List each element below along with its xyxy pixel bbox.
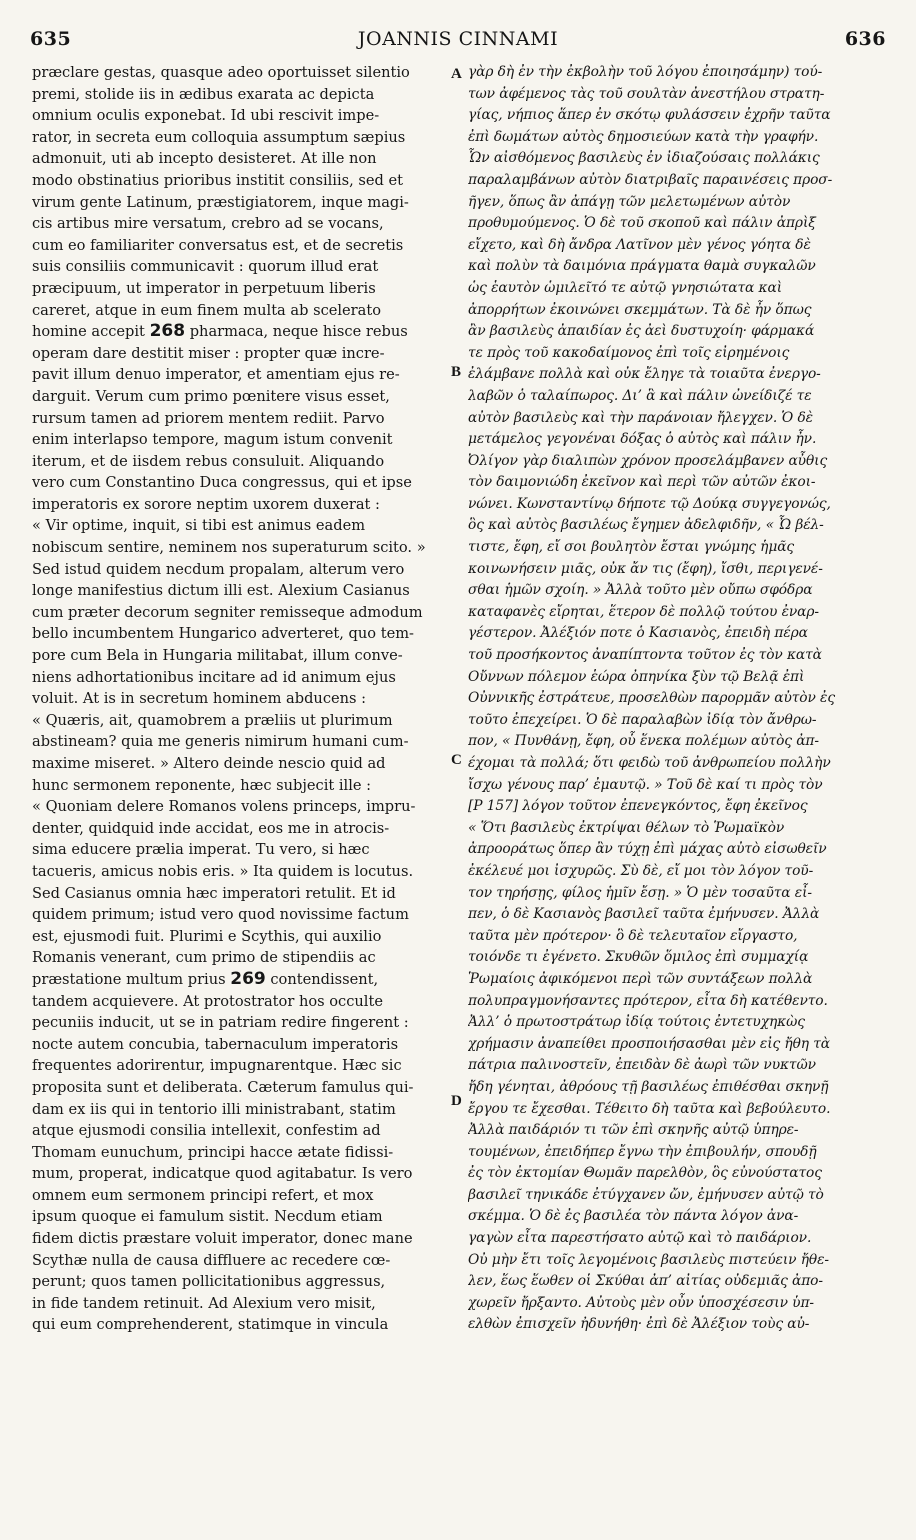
latin-column xyxy=(32,62,444,1336)
latin-line: niens adhortationibus incitare ad id animum ejus xyxy=(32,668,396,686)
latin-line: darguit. Verum cum primo pœnitere visus esset, xyxy=(32,387,390,405)
latin-line: proposita sunt et deliberata. Cæterum famulus qui- xyxy=(32,1078,414,1096)
latin-line: Sed Casianus omnia hæc imperatori retulit. Et id xyxy=(32,884,396,902)
latin-line: sima educere prælia imperat. Tu vero, si hæc xyxy=(32,841,370,859)
greek-line: ἐπὶ δωμάτων αὐτὸς δημοσιεύων κατὰ τὴν γραφήν. xyxy=(468,128,819,145)
latin-line: rator, in secreta eum colloquia assumptum sæpius xyxy=(32,128,406,146)
greek-line: γὰρ δὴ ἐν τὴν ἐκβολὴν τοῦ λόγου ἐποιησάμην) τού- xyxy=(468,64,823,80)
greek-line: πολυπραγμονήσαντες πρότερον, εἶτα δὴ κατέθεντο. xyxy=(468,992,828,1009)
greek-line: σθαι ἡμῶν σχοίη. » Ἀλλὰ τοῦτο μὲν οὔπω σφόδρα xyxy=(468,582,813,599)
latin-line: virum gente Latinum, præstigiatorem, inque magi- xyxy=(32,193,409,211)
running-title: JOANNIS CINNAMI xyxy=(357,28,559,50)
latin-line: pore cum Bela in Hungaria militabat, illum conve- xyxy=(32,647,403,665)
greek-line: γαγὼν εἶτα παρεστήσατο αὐτῷ καὶ τὸ παιδάριον. xyxy=(468,1230,812,1247)
latin-line: præcipuum, ut imperator in perpetuum liberis xyxy=(32,279,376,297)
greek-line: Ὀλίγον γὰρ διαλιπὼν χρόνον προσελάμβανεν αὖθις xyxy=(468,452,828,469)
greek-line: μετάμελος γεγονέναι δόξας ὁ αὐτὸς καὶ πάλιν ἦν. xyxy=(468,431,817,448)
latin-line: pavit illum denuo imperator, et amentiam ejus re- xyxy=(32,366,400,384)
latin-line: tacueris, amicus nobis eris. » Ita quidem is locutus. xyxy=(32,862,414,880)
greek-line: βασιλεῖ τηνικάδε ἐτύγχανεν ὤν, ἐμήνυσεν αὐτῷ τὸ xyxy=(468,1186,824,1203)
greek-line: ἴσχω γένους παρ’ ἐμαυτῷ. » Τοῦ δὲ καί τι πρὸς τὸν xyxy=(468,776,823,793)
folio-number: 268 xyxy=(149,321,186,342)
greek-line: Ὧν αἰσθόμενος βασιλεὺς ἐν ἰδιαζούσαις πολλάκις xyxy=(468,150,820,167)
greek-line: γέστερον. Ἀλέξιόν ποτε ὁ Κασιανὸς, ἐπειδὴ πέρα xyxy=(468,625,808,642)
latin-line: frequentes adorirentur, impugnarentque. Hæc sic xyxy=(32,1057,402,1075)
greek-line: « Ὅτι βασιλεὺς ἐκτρίψαι θέλων τὸ Ῥωμαϊκὸν xyxy=(468,819,785,836)
latin-line: qui eum comprehenderent, statimque in vincula xyxy=(32,1316,389,1334)
greek-line: ὃς καὶ αὐτὸς βασιλέως ἔγημεν ἀδελφιδῆν, « Ὦ βέλ- xyxy=(468,517,824,534)
greek-line: ὡς ἑαυτὸν ὡμιλεῖτό τε αὐτῷ γνησιώτατα καὶ xyxy=(468,279,783,296)
latin-line: omnem eum sermonem principi refert, et mox xyxy=(32,1186,374,1204)
greek-line: καὶ πολὺν τὰ δαιμόνια πράγματα θαμὰ συγκαλῶν xyxy=(468,258,816,275)
running-header xyxy=(30,28,886,56)
right-page-number: 636 xyxy=(844,28,886,50)
latin-line: hunc sermonem reponente, hæc subjecit ille : xyxy=(32,776,372,794)
folio-number: 269 xyxy=(230,968,266,989)
greek-line: τοῦτο ἐπεχείρει. Ὁ δὲ παραλαβὼν ἰδίᾳ τὸν ἄνθρω- xyxy=(468,711,817,728)
greek-line: τον τηρήσῃς, φίλος ἡμῖν ἔσῃ. » Ὁ μὲν τοσαῦτα εἶ- xyxy=(468,884,812,901)
greek-line: λεν, ἕως ἕωθεν οἱ Σκύθαι ἀπ’ αἰτίας οὐδεμιᾶς ἀπο- xyxy=(468,1273,823,1290)
latin-line: est, ejusmodi fuit. Plurimi e Scythis, qui auxilio xyxy=(32,927,382,945)
latin-line: cum præter decorum segniter remisseque admodum xyxy=(32,603,423,621)
greek-line: τιστε, ἔφη, εἴ σοι βουλητὸν ἔσται γνώμης ἡμᾶς xyxy=(468,539,795,556)
latin-line: præstatione multum prius 269 contendissent, xyxy=(32,968,379,989)
greek-line: Οὐ μὴν ἔτι τοῖς λεγομένοις βασιλεὺς πιστεύειν ἤθε- xyxy=(468,1251,829,1268)
greek-line: ταῦτα μὲν πρότερον· ὃ δὲ τελευταῖον εἴργαστο, xyxy=(468,927,798,944)
greek-line: έχομαι τὰ πολλά; ὅτι φειδὼ τοῦ ἀνθρωπείου πολλὴν xyxy=(468,755,831,771)
latin-line: tandem acquievere. At protostrator hos occulte xyxy=(32,992,383,1010)
latin-line: rursum tamen ad priorem mentem rediit. Parvo xyxy=(32,409,385,427)
latin-line: atque ejusmodi consilia intellexit, confestim ad xyxy=(32,1122,381,1140)
greek-line: λαβῶν ὁ ταλαίπωρος. Δι’ ἃ καὶ πάλιν ὠνείδιζέ τε xyxy=(468,387,812,404)
latin-line: « Quæris, ait, quamobrem a præliis ut plurimum xyxy=(32,711,393,729)
latin-line: iterum, et de iisdem rebus consuluit. Aliquando xyxy=(32,452,385,470)
latin-line: cis artibus mire versatum, crebro ad se vocans, xyxy=(32,215,384,233)
greek-line: ῆγεν, ὅπως ἂν ἀπάγῃ τῶν μελετωμένων αὐτὸν xyxy=(468,193,791,210)
greek-line: ἂν βασιλεὺς ἀπαιδίαν ἐς ἀεὶ δυστυχοίη· φάρμακά xyxy=(468,323,815,340)
latin-line: dam ex iis qui in tentorio illi ministrabant, statim xyxy=(32,1100,396,1118)
greek-line: τὸν δαιμονιώδη ἐκεῖνον καὶ περὶ τῶν αὐτῶν ἐκοι- xyxy=(468,474,816,491)
greek-line: κοινωνήσειν μιᾶς, οὐκ ἄν τις (ἔφη), ἴσθι, περιγενέ- xyxy=(468,560,823,577)
latin-line: Thomam eunuchum, principi hacce ætate fidissi- xyxy=(32,1143,394,1161)
greek-line: γίας, νήπιος ἅπερ ἐν σκότῳ φυλάσσειν ἐχρῆν ταῦτα xyxy=(468,107,831,124)
greek-line: ἐκέλευέ μοι ἰσχυρῶς. Σὺ δὲ, εἴ μοι τὸν λόγον τοῦ- xyxy=(468,862,814,879)
greek-line: ἐς τὸν ἐκτομίαν Θωμᾶν παρελθὸν, ὃς εὐνούστατος xyxy=(468,1165,822,1182)
latin-line: operam dare destitit miser : propter quæ incre- xyxy=(32,344,385,362)
latin-line: fidem dictis præstare voluit imperator, donec mane xyxy=(32,1230,413,1248)
greek-line: των ἀφέμενος τὰς τοῦ σουλτὰν ἀνεστήλου στρατη- xyxy=(468,85,825,102)
greek-line: πάτρια παλινοστεῖν, ἐπειδὰν δὲ ἀωρὶ τῶν νυκτῶν xyxy=(468,1057,816,1074)
greek-line: ελθὼν ἐπισχεῖν ἠδυνήθη· ἐπὶ δὲ Ἀλέξιον τοὺς αὐ- xyxy=(468,1316,810,1333)
greek-column xyxy=(468,62,888,1336)
latin-line: mum, properat, indicatque quod agitabatur. Is vero xyxy=(32,1165,413,1183)
greek-line: [P 157] λόγον τοῦτον ἐπενεγκόντος, ἔφη ἐκεῖνος xyxy=(468,798,808,815)
left-page-number: 635 xyxy=(30,28,72,50)
greek-line: προθυμούμενος. Ὁ δὲ τοῦ σκοποῦ καὶ πάλιν ἀπρὶξ xyxy=(468,215,816,232)
latin-line: omnium oculis exponebat. Id ubi rescivit impe- xyxy=(32,107,380,125)
greek-line: χρήμασιν ἀναπείθει προσποιήσασθαι μὲν εἰς ἤθη τὰ xyxy=(468,1035,830,1052)
greek-line: παραλαμβάνων αὐτὸν διατριβαῖς παραινέσεις προσ- xyxy=(468,171,833,188)
latin-line: nobiscum sentire, neminem nos superaturum scito. » xyxy=(32,539,426,557)
latin-line: « Quoniam delere Romanos volens princeps, impru- xyxy=(32,798,416,816)
margin-marker-a: A xyxy=(451,66,462,82)
latin-line: enim interlapso tempore, magum istum convenit xyxy=(32,431,393,449)
latin-line: imperatoris ex sorore neptim uxorem duxerat : xyxy=(32,495,380,513)
latin-line: ipsum quoque ei famulum sistit. Necdum etiam xyxy=(32,1208,383,1226)
latin-line: « Vir optime, inquit, si tibi est animus eadem xyxy=(32,517,366,535)
latin-line: longe manifestius dictum illi est. Alexium Casianus xyxy=(32,582,410,600)
greek-line: Ἀλλ’ ὁ πρωτοστράτωρ ἰδίᾳ τούτοις ἐντετυχηκὼς xyxy=(468,1014,805,1031)
latin-line: quidem primum; istud vero quod novissime factum xyxy=(32,906,409,924)
greek-line: ἐλάμβανε πολλὰ καὶ οὐκ ἔληγε τὰ τοιαῦτα ἐνεργο- xyxy=(468,366,821,383)
latin-line: bello incumbentem Hungarico adverteret, quo tem- xyxy=(32,625,414,643)
latin-line: suis consiliis communicavit : quorum illud erat xyxy=(32,258,379,276)
greek-line: εἴχετο, καὶ δὴ ἄνδρα Λατῖνον μὲν γένος γόητα δὲ xyxy=(468,236,811,253)
greek-line: ἔργου τε ἔχεσθαι. Τέθειτο δὴ ταῦτα καὶ βεβούλευτο. xyxy=(468,1100,831,1117)
latin-line: voluit. At is in secretum hominem abducens : xyxy=(32,690,367,708)
latin-line: Sed istud quidem necdum propalam, alterum vero xyxy=(32,560,405,578)
greek-line: πεν, ὁ δὲ Κασιανὸς βασιλεῖ ταῦτα ἐμήνυσεν. Ἀλλὰ xyxy=(468,906,820,923)
greek-line: τουμένων, ἐπειδήπερ ἔγνω τὴν ἐπιβουλήν, σπουδῇ xyxy=(468,1143,817,1160)
latin-line: vero cum Constantino Duca congressus, qui et ipse xyxy=(32,474,412,492)
greek-line: σκέμμα. Ὁ δὲ ἐς βασιλέα τὸν πάντα λόγον ἀνα- xyxy=(468,1208,799,1225)
latin-line: modo obstinatius prioribus institit consiliis, sed et xyxy=(32,171,404,189)
latin-line: homine accepit 268 pharmaca, neque hisce rebus xyxy=(32,321,408,342)
latin-line: maxime miseret. » Altero deinde nescio quid ad xyxy=(32,755,386,772)
greek-line: τοιόνδε τι ἐγένετο. Σκυθῶν ὅμιλος ἐπὶ συμμαχίᾳ xyxy=(468,949,809,966)
latin-line: admonuit, uti ab incepto desisteret. At ille non xyxy=(32,150,377,168)
latin-line: cum eo familiariter conversatus est, et de secretis xyxy=(32,236,404,254)
greek-line: καταφανὲς εἴρηται, ἕτερον δὲ πολλῷ τούτου ἐναρ- xyxy=(468,603,819,620)
greek-line: τοῦ προσήκοντος ἀναπίπτοντα τοῦτον ἐς τὸν κατὰ xyxy=(468,647,822,664)
latin-line: in fide tandem retinuit. Ad Alexium vero misit, xyxy=(32,1294,376,1312)
greek-line: ἀπορρήτων ἐκοινώνει σκεμμάτων. Τὰ δὲ ἦν ὅπως xyxy=(468,301,812,318)
greek-line: νώνει. Κωνσταντίνῳ δήποτε τῷ Δούκᾳ συγγεγονώς, xyxy=(468,495,831,512)
margin-marker-c: C xyxy=(451,752,462,768)
greek-line: ἀπροοράτως ὅπερ ἂν τύχῃ ἐπὶ μάχας αὐτὸ εἰσωθεῖν xyxy=(468,841,827,858)
greek-line: ἤδη γένηται, ἀθρόους τῇ βασιλέως ἐπιθέσθαι σκηνῇ xyxy=(468,1078,829,1095)
greek-line: Ἀλλὰ παιδάριόν τι τῶν ἐπὶ σκηνῆς αὐτῷ ὑπηρε- xyxy=(468,1122,799,1139)
latin-line: præclare gestas, quasque adeo oportuisset silentio xyxy=(32,64,410,81)
greek-line: αὐτὸν βασιλεὺς καὶ τὴν παράνοιαν ἤλεγχεν. Ὁ δὲ xyxy=(468,409,813,426)
greek-line: χωρεῖν ἤρξαντο. Αὐτοὺς μὲν οὖν ὑποσχέσεσιν ὑπ- xyxy=(468,1294,814,1311)
latin-line: denter, quidquid inde accidat, eos me in atrocis- xyxy=(32,819,390,837)
margin-marker-d: D xyxy=(451,1093,462,1109)
greek-line: Οὔννων πόλεμον ἑώρα ὀπηνίκα ξὺν τῷ Βελᾷ ἐπὶ xyxy=(468,668,805,685)
latin-line: abstineam? quia me generis nimirum humani cum- xyxy=(32,733,409,751)
latin-line: pecuniis inducit, ut se in patriam redire fingerent : xyxy=(32,1014,409,1032)
greek-line: τε πρὸς τοῦ κακοδαίμονος ἐπὶ τοῖς εἰρημένοις xyxy=(468,344,790,361)
latin-line: premi, stolide iis in ædibus exarata ac depicta xyxy=(32,85,375,103)
latin-line: nocte autem concubia, tabernaculum imperatoris xyxy=(32,1035,399,1053)
latin-line: perunt; quos tamen pollicitationibus aggressus, xyxy=(32,1273,386,1291)
latin-line: Scythæ nulla de causa diffluere ac recedere cœ- xyxy=(32,1251,391,1269)
greek-line: Ῥωμαίοις ἀφικόμενοι περὶ τῶν συντάξεων πολλὰ xyxy=(468,970,813,987)
latin-line: Romanis venerant, cum primo de stipendiis ac xyxy=(32,949,376,967)
latin-line: careret, atque in eum finem multa ab scelerato xyxy=(32,301,382,319)
greek-line: πον, « Πυνθάνῃ, ἔφη, οὗ ἕνεκα πολέμων αὐτὸς ἀπ- xyxy=(468,733,819,750)
margin-marker-b: B xyxy=(451,364,462,380)
greek-line: Οὐννικῆς ἐστράτευε, προσελθὼν παρορμᾶν αὐτὸν ἐς xyxy=(468,690,835,707)
